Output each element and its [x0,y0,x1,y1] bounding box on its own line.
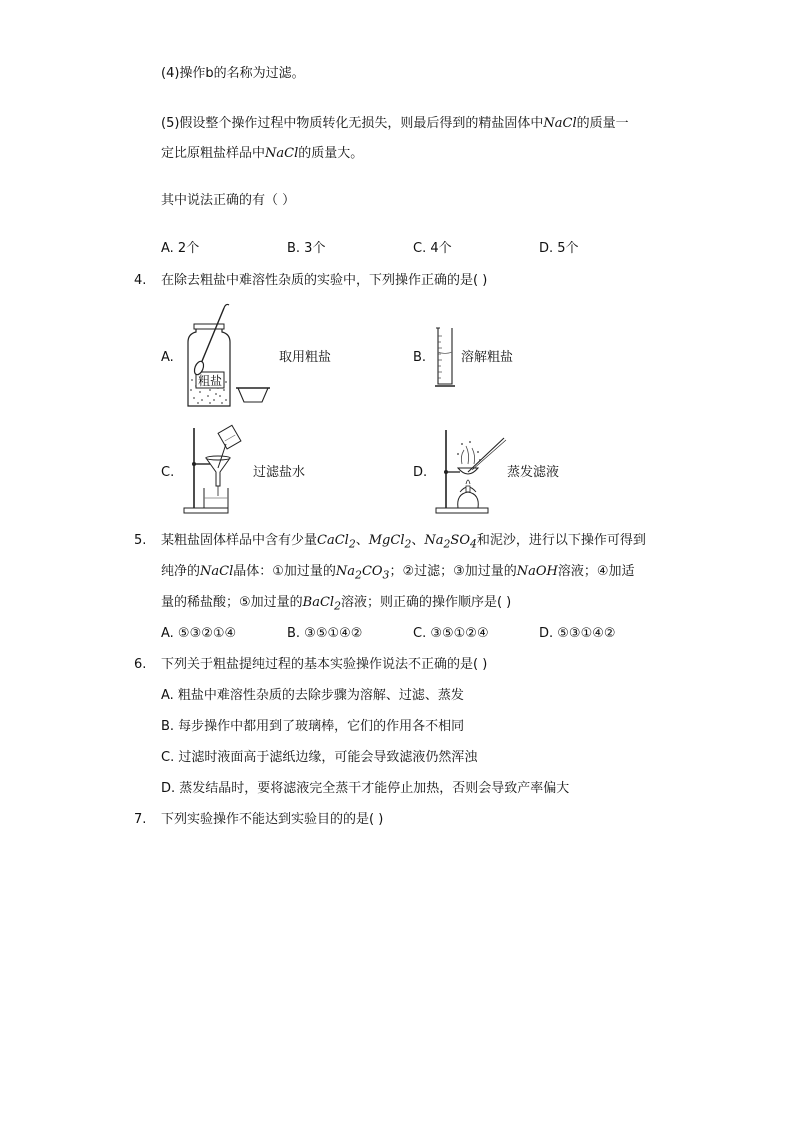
q4-option-a-letter[interactable]: A. [161,350,174,365]
text: 的质量大。 [298,146,364,161]
filtration-setup-illustration [180,424,250,516]
prev-ask: 其中说法正确的有（ ） [161,193,296,208]
text: 和泥沙，进行以下操作可得到 [476,533,646,548]
jar-spoon-illustration [180,302,290,412]
q4-option-c-figure[interactable] [180,424,250,516]
q6-option-d[interactable]: D. 蒸发结晶时，要将滤液完全蒸干才能停止加热，否则会导致产率偏大 [161,781,570,796]
prev-item-4: (4)操作b的名称为过滤。 [161,66,305,81]
q7-number: 7. [134,812,147,827]
q5-line3 [161,593,511,617]
formula-nacl: NaCl [200,564,234,579]
text: 量的稀盐酸；⑤加过量的 [161,595,303,610]
prev-option-b[interactable]: B. 3个 [287,241,326,256]
q5-option-b[interactable]: B. ③⑤①④② [287,626,363,641]
q4-option-c-letter[interactable]: C. [161,465,175,480]
evaporation-setup-illustration [432,424,508,516]
subscript: 4 [470,537,477,551]
subscript: 2 [355,568,362,582]
text: ；②过滤；③加过量的 [389,564,517,579]
q6-option-c[interactable]: C. 过滤时液面高于滤纸边缘，可能会导致滤液仍然浑浊 [161,750,478,765]
text: 定比原粗盐样品中 [161,146,266,161]
formula-part: SO [450,533,470,548]
formula-mgcl2 [368,533,412,551]
formula-bacl2 [302,595,341,613]
q6-number: 6. [134,657,147,672]
graduated-cylinder-illustration [432,326,458,390]
prev-item-5-line2 [161,144,363,164]
text: 溶液；④加适 [557,564,635,579]
text: 的质量一 [576,116,629,131]
formula-cacl2 [317,533,356,551]
q6-stem: 下列关于粗盐提纯过程的基本实验操作说法不正确的是( ) [161,657,488,672]
prev-option-a[interactable]: A. 2个 [161,241,200,256]
text: 纯净的 [161,564,201,579]
q4-option-b-letter[interactable]: B. [413,350,427,365]
q4-option-d-letter[interactable]: D. [413,465,428,480]
q4-option-d-caption: 蒸发滤液 [507,465,560,480]
q7-stem: 下列实验操作不能达到实验目的的是( ) [161,812,384,827]
formula-nacl: NaCl [265,146,299,161]
q4-option-d-figure[interactable] [432,424,508,516]
subscript: 2 [348,537,356,551]
q6-option-b[interactable]: B. 每步操作中都用到了玻璃棒，它们的作用各不相同 [161,719,465,734]
prev-item-5-line1 [161,114,629,134]
formula-part: Na [335,564,356,579]
q5-line2 [161,562,635,586]
q4-option-c-caption: 过滤盐水 [253,465,306,480]
formula-part: BaCl [302,595,335,610]
formula-part: CaCl [317,533,349,548]
q5-option-a[interactable]: A. ⑤③②①④ [161,626,237,641]
q4-option-a-caption: 取用粗盐 [279,350,332,365]
formula-part: MgCl [368,533,405,548]
q5-option-d[interactable]: D. ⑤③①④② [539,626,616,641]
text: 溶液；则正确的操作顺序是( ) [340,595,512,610]
q5-line1 [161,531,646,555]
q4-stem: 在除去粗盐中难溶性杂质的实验中，下列操作正确的是( ) [161,273,488,288]
text: 晶体：①加过量的 [233,564,336,579]
text: 某粗盐固体样品中含有少量 [161,533,318,548]
q4-number: 4. [134,273,147,288]
prev-option-c[interactable]: C. 4个 [413,241,452,256]
formula-na2so4 [424,533,477,551]
jar-label: 粗盐 [197,374,223,388]
q5-option-c[interactable]: C. ③⑤①②④ [413,626,489,641]
formula-part: CO [361,564,383,579]
q4-option-a-figure[interactable] [180,302,290,412]
q5-number: 5. [134,533,147,548]
subscript: 3 [382,568,390,582]
subscript: 2 [443,537,451,551]
text: (5)假设整个操作过程中物质转化无损失，则最后得到的精盐固体中 [161,116,544,131]
q6-option-a[interactable]: A. 粗盐中难溶性杂质的去除步骤为溶解、过滤、蒸发 [161,688,464,703]
q4-option-b-figure[interactable] [432,326,458,390]
formula-na2co3 [335,564,390,582]
formula-nacl: NaCl [543,116,577,131]
text: 、 [411,533,425,548]
formula-part: Na [424,533,444,548]
subscript: 2 [334,599,341,613]
formula-naoh: NaOH [516,564,558,579]
prev-option-d[interactable]: D. 5个 [539,241,579,256]
q4-option-b-caption: 溶解粗盐 [461,350,514,365]
text: 、 [355,533,369,548]
subscript: 2 [404,537,412,551]
